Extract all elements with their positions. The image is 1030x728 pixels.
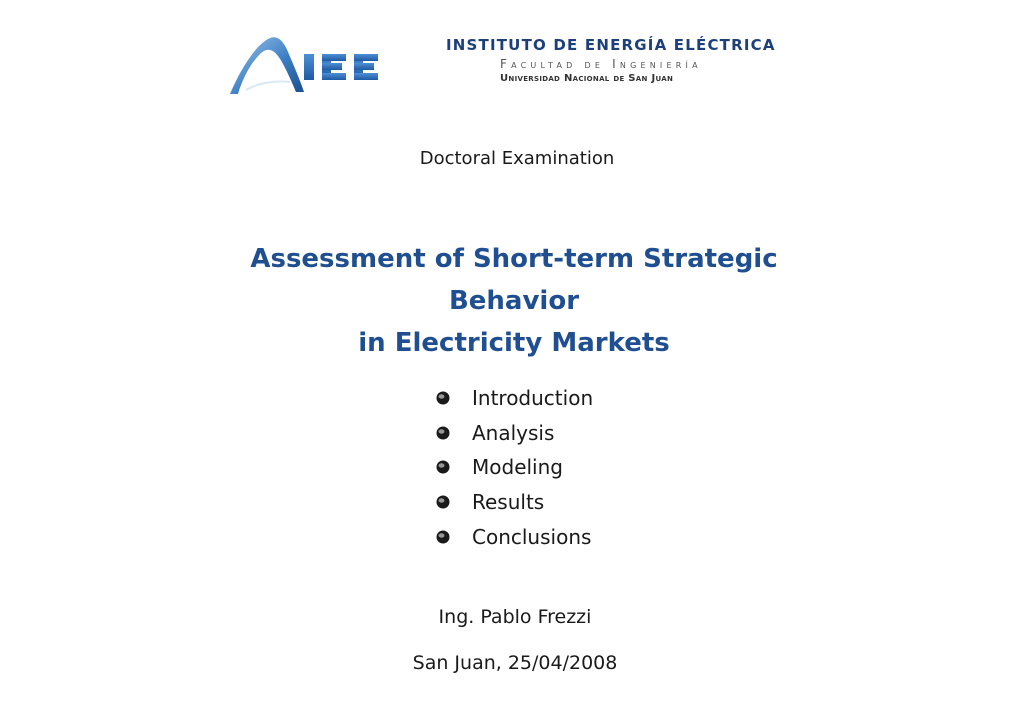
institute-name: INSTITUTO DE ENERGÍA ELÉCTRICA — [446, 36, 776, 54]
svg-text:IEE: IEE — [226, 30, 228, 31]
faculty-name: Facultad de Ingeniería — [500, 57, 702, 71]
title-line-2: in Electricity Markets — [358, 328, 670, 358]
outline-item-label: Introduction — [472, 386, 594, 411]
outline-item-label: Analysis — [472, 420, 555, 445]
outline-item — [434, 381, 593, 416]
exam-label-text: Doctoral Examination — [419, 148, 615, 169]
outline-item — [434, 450, 593, 485]
bullet-icon — [434, 460, 452, 474]
bullet-icon — [434, 530, 452, 544]
outline-item-label: Results — [472, 490, 545, 515]
outline-item — [434, 519, 593, 554]
outline-item — [434, 416, 593, 451]
slide-header — [0, 0, 1030, 120]
outline-item-label: Conclusions — [472, 524, 592, 549]
bullet-icon — [434, 495, 452, 509]
bullet-icon — [434, 391, 452, 405]
iee-logo — [226, 30, 406, 98]
title-line-1: Assessment of Short-term Strategic Behavior — [250, 244, 778, 316]
logo-letters — [304, 54, 378, 80]
university-name: Universidad Nacional de San Juan — [500, 73, 674, 84]
slide-title — [186, 238, 842, 364]
outline-item-label: Modeling — [472, 455, 563, 480]
outline-list — [434, 381, 593, 554]
exam-label — [0, 148, 1030, 169]
place-date: San Juan, 25/04/2008 — [412, 652, 618, 674]
outline-item — [434, 485, 593, 520]
author-name: Ing. Pablo Frezzi — [438, 606, 592, 628]
bullet-icon — [434, 426, 452, 440]
